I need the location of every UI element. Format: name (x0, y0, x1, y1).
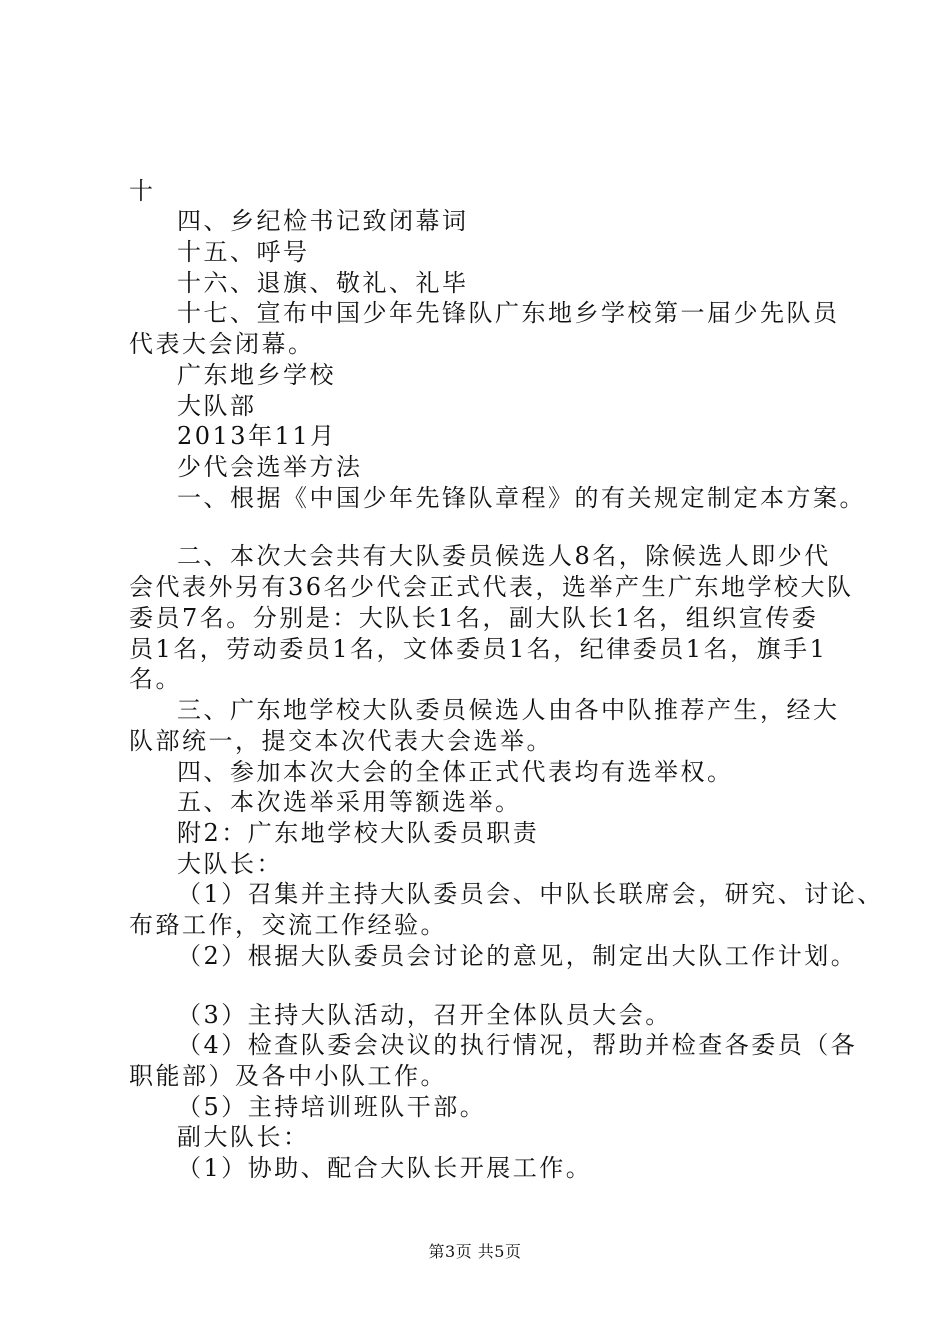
text-line: 四、参加本次大会的全体正式代表均有选举权。 (177, 758, 734, 786)
text-line: 队部统一，提交本次代表大会选举。 (129, 727, 553, 755)
text-line: 十 (129, 177, 156, 205)
text-line: （5）主持培训班队干部。 (177, 1093, 487, 1121)
text-line: 一、根据《中国少年先锋队章程》的有关规定制定本方案。 (177, 484, 866, 512)
text-line: 布臵工作，交流工作经验。 (129, 911, 447, 939)
text-line: 委员7名。分别是：大队长1名，副大队长1名，组织宣传委 (129, 604, 819, 632)
text-line: 十五、呼号 (177, 238, 310, 266)
text-line: 名。 (129, 665, 182, 693)
text-line: 广东地乡学校 (177, 361, 336, 389)
text-line: 2013年11月 (177, 422, 337, 450)
page-number: 第3页 共5页 (428, 1242, 522, 1261)
text-line: 职能部）及各中小队工作。 (129, 1062, 447, 1090)
text-line: 代表大会闭幕。 (129, 330, 315, 358)
text-line: 十六、退旗、敬礼、礼毕 (177, 269, 469, 297)
text-line: 会代表外另有36名少代会正式代表，选举产生广东地学校大队 (129, 573, 854, 601)
text-line: （1）协助、配合大队长开展工作。 (177, 1154, 593, 1182)
text-line: （2）根据大队委员会讨论的意见，制定出大队工作计划。 (177, 942, 858, 970)
text-line: （1）召集并主持大队委员会、中队长联席会，研究、讨论、 (177, 880, 884, 908)
text-line: （4）检查队委会决议的执行情况，帮助并检查各委员（各 (177, 1031, 858, 1059)
text-line: 二、本次大会共有大队委员候选人8名，除候选人即少代 (177, 542, 831, 570)
text-line: （3）主持大队活动，召开全体队员大会。 (177, 1001, 672, 1029)
section-heading: 附2：广东地学校大队委员职责 (177, 819, 540, 847)
text-line: 十七、宣布中国少年先锋队广东地乡学校第一届少先队员 (177, 299, 840, 327)
text-line: 五、本次选举采用等额选举。 (177, 788, 522, 816)
text-line: 大队长： (177, 850, 283, 878)
text-line: 四、乡纪检书记致闭幕词 (177, 207, 469, 235)
text-line: 副大队长： (177, 1123, 310, 1151)
text-line: 大队部 (177, 392, 257, 420)
section-heading: 少代会选举方法 (177, 453, 363, 481)
text-line: 三、广东地学校大队委员候选人由各中队推荐产生，经大 (177, 696, 840, 724)
text-line: 员1名，劳动委员1名，文体委员1名，纪律委员1名，旗手1 (129, 635, 828, 663)
